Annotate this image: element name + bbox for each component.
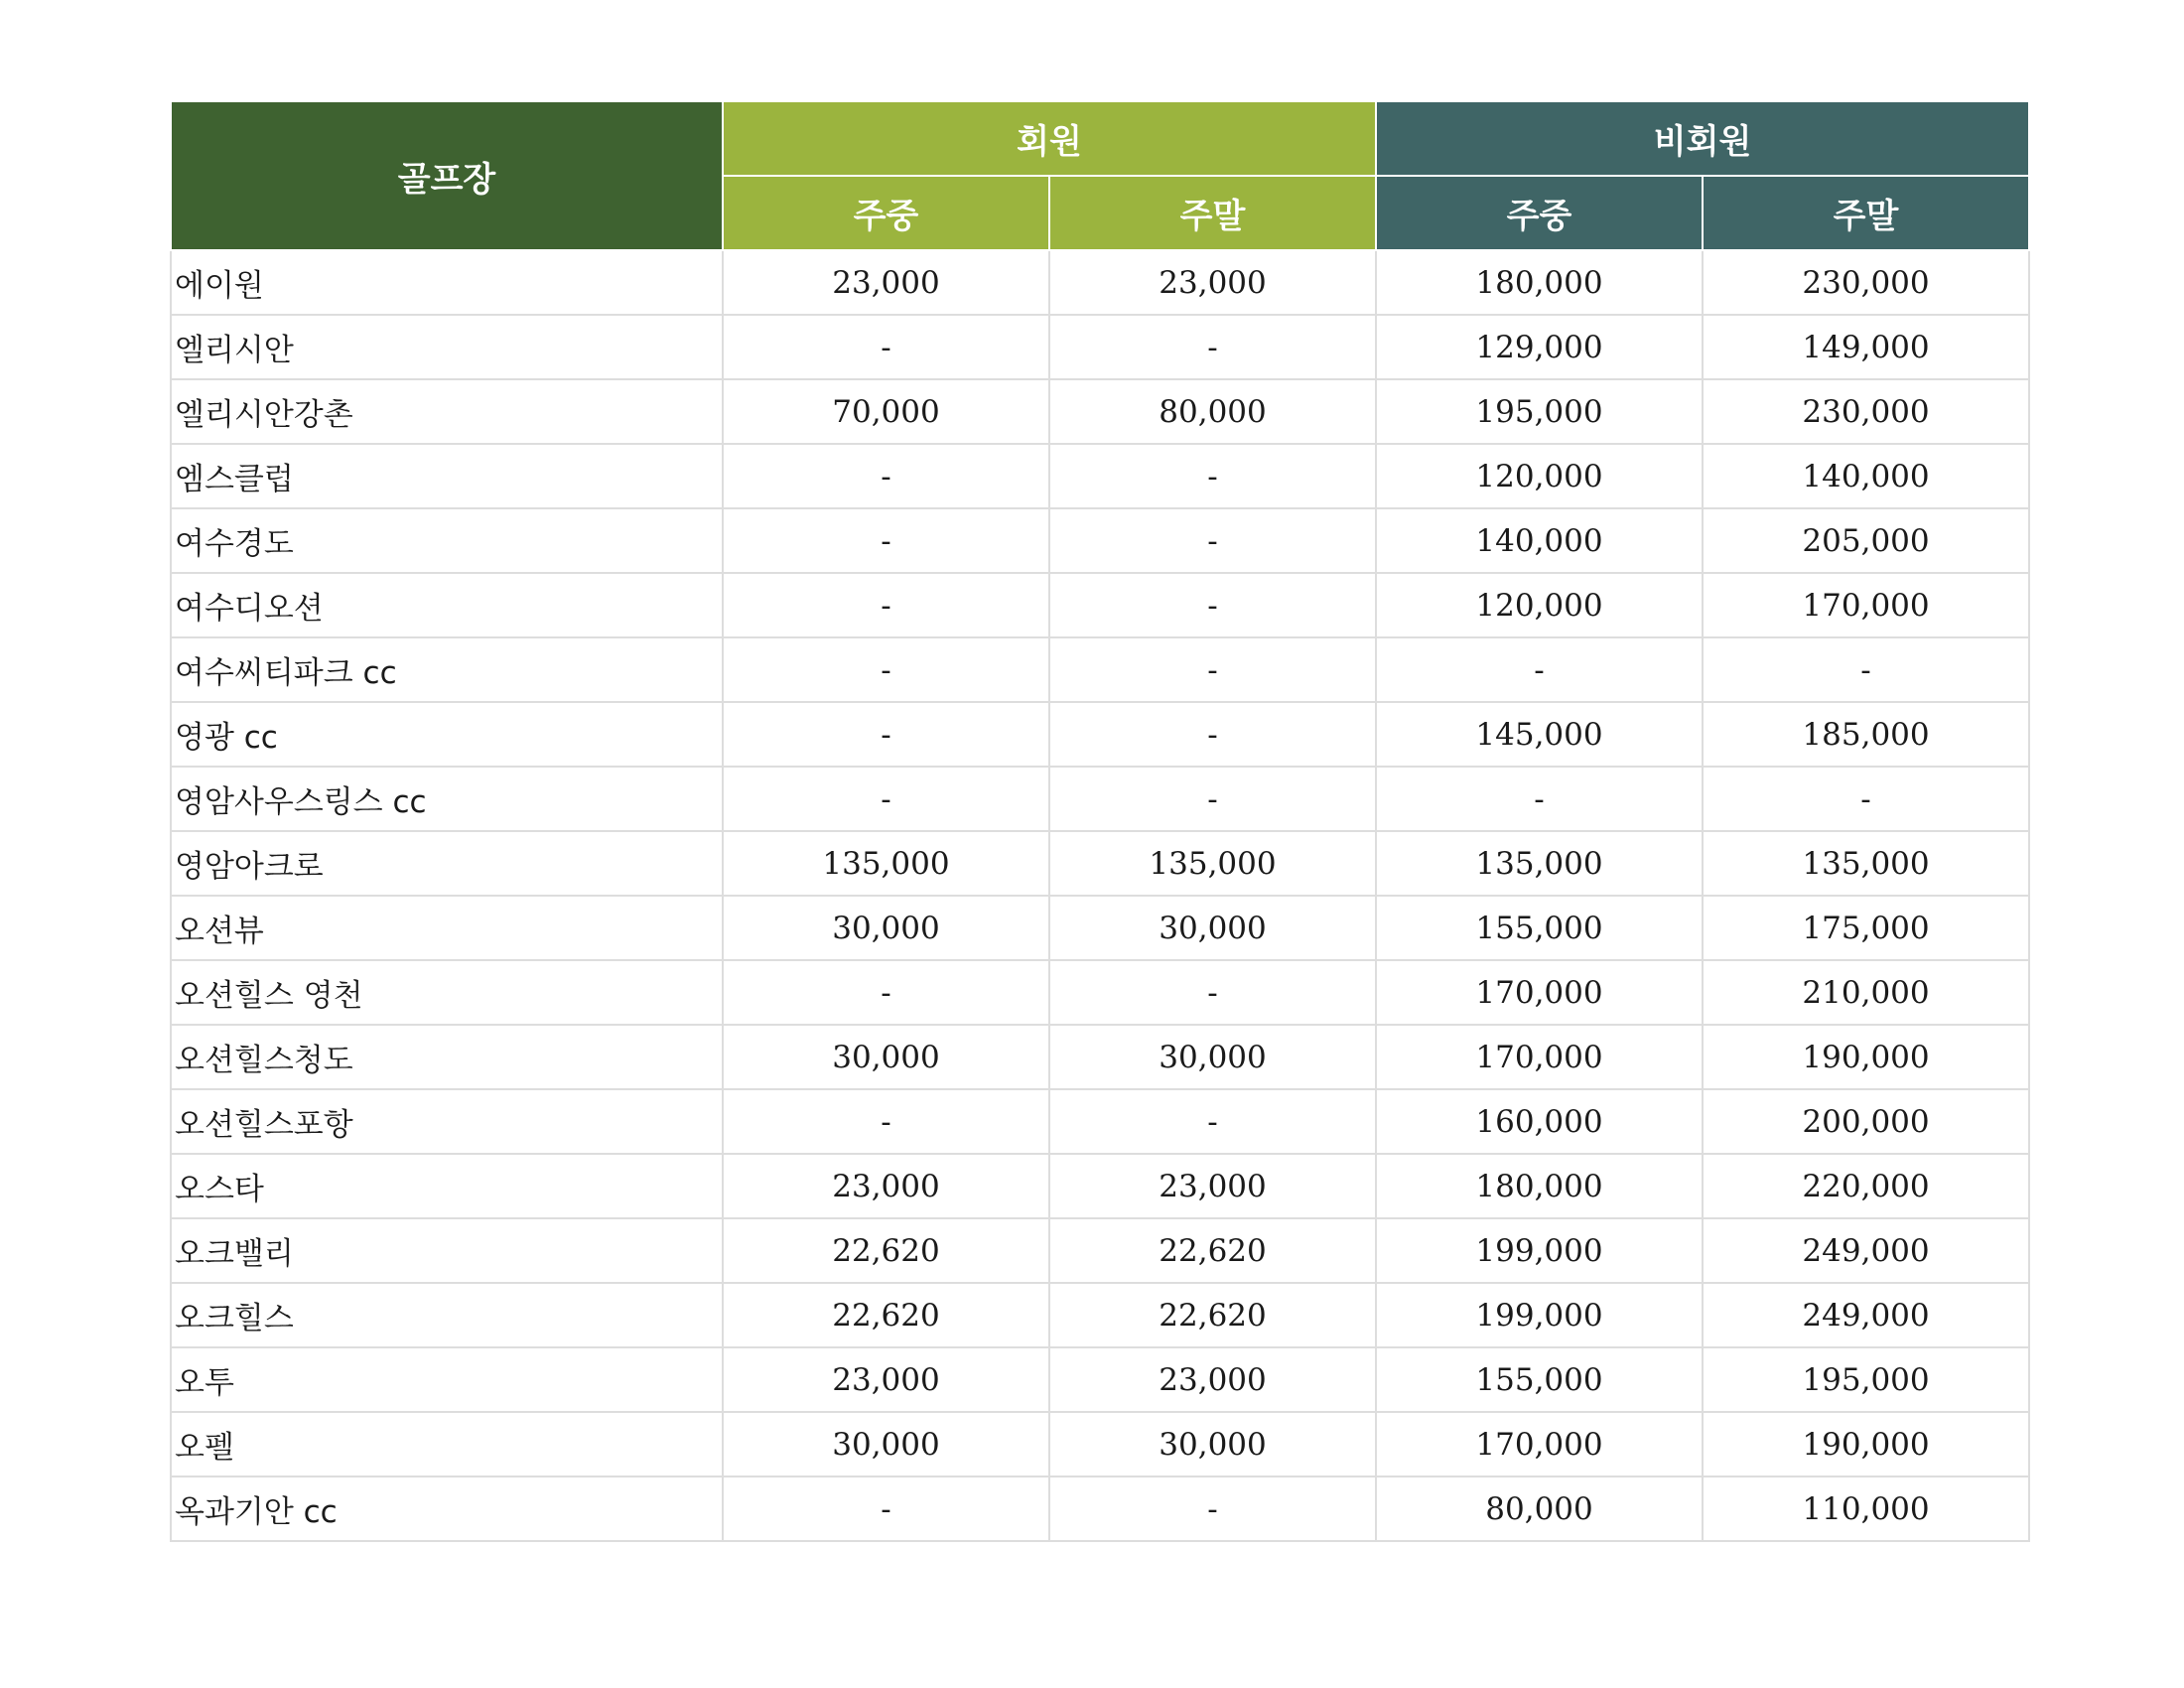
cell-nonmember-weekend: 230,000 — [1703, 379, 2029, 444]
header-nonmember-weekday: 주중 — [1376, 176, 1703, 250]
cell-nonmember-weekday: 170,000 — [1376, 1025, 1703, 1089]
table-row — [171, 1025, 2029, 1089]
cell-member-weekday: - — [723, 702, 1049, 767]
cell-course-name: 오션힐스청도 — [171, 1025, 723, 1089]
table-body — [171, 250, 2029, 1541]
cell-nonmember-weekday: 170,000 — [1376, 960, 1703, 1025]
table-row — [171, 960, 2029, 1025]
cell-member-weekday: - — [723, 1089, 1049, 1154]
cell-nonmember-weekday: 129,000 — [1376, 315, 1703, 379]
cell-nonmember-weekday: 145,000 — [1376, 702, 1703, 767]
header-member: 회원 — [723, 101, 1376, 176]
cell-nonmember-weekend: 190,000 — [1703, 1412, 2029, 1477]
cell-member-weekend: - — [1049, 1089, 1376, 1154]
cell-nonmember-weekday: 140,000 — [1376, 508, 1703, 573]
cell-course-name: 옥과기안 cc — [171, 1477, 723, 1541]
cell-nonmember-weekend: 230,000 — [1703, 250, 2029, 315]
cell-member-weekend: - — [1049, 315, 1376, 379]
table-row — [171, 702, 2029, 767]
cell-course-name: 오크힐스 — [171, 1283, 723, 1347]
cell-course-name: 에이원 — [171, 250, 723, 315]
cell-member-weekend: - — [1049, 637, 1376, 702]
cell-course-name: 영암아크로 — [171, 831, 723, 896]
header-nonmember: 비회원 — [1376, 101, 2029, 176]
cell-course-name: 엘리시안 — [171, 315, 723, 379]
cell-nonmember-weekend: 149,000 — [1703, 315, 2029, 379]
cell-course-name: 오크밸리 — [171, 1218, 723, 1283]
cell-member-weekday: - — [723, 637, 1049, 702]
cell-nonmember-weekday: 170,000 — [1376, 1412, 1703, 1477]
cell-course-name: 오스타 — [171, 1154, 723, 1218]
cell-member-weekend: 22,620 — [1049, 1218, 1376, 1283]
cell-member-weekend: 135,000 — [1049, 831, 1376, 896]
cell-nonmember-weekend: 210,000 — [1703, 960, 2029, 1025]
table-row — [171, 1347, 2029, 1412]
cell-member-weekday: 23,000 — [723, 1154, 1049, 1218]
cell-nonmember-weekday: - — [1376, 637, 1703, 702]
cell-nonmember-weekend: 200,000 — [1703, 1089, 2029, 1154]
table-row — [171, 508, 2029, 573]
table-row — [171, 1283, 2029, 1347]
cell-nonmember-weekend: 140,000 — [1703, 444, 2029, 508]
table-row — [171, 831, 2029, 896]
cell-course-name: 여수씨티파크 cc — [171, 637, 723, 702]
cell-member-weekend: 80,000 — [1049, 379, 1376, 444]
cell-member-weekend: 23,000 — [1049, 1154, 1376, 1218]
cell-nonmember-weekend: 195,000 — [1703, 1347, 2029, 1412]
cell-nonmember-weekend: 205,000 — [1703, 508, 2029, 573]
table-row — [171, 1154, 2029, 1218]
header-member-weekday: 주중 — [723, 176, 1049, 250]
cell-member-weekend: - — [1049, 1477, 1376, 1541]
green-fee-table-container — [170, 100, 2029, 1542]
cell-nonmember-weekend: - — [1703, 767, 2029, 831]
table-header — [171, 101, 2029, 250]
cell-course-name: 영광 cc — [171, 702, 723, 767]
cell-member-weekend: 30,000 — [1049, 896, 1376, 960]
table-row — [171, 1412, 2029, 1477]
table-row — [171, 637, 2029, 702]
cell-course-name: 여수디오션 — [171, 573, 723, 637]
cell-course-name: 오션뷰 — [171, 896, 723, 960]
cell-member-weekday: - — [723, 960, 1049, 1025]
table-row — [171, 250, 2029, 315]
green-fee-table — [170, 100, 2030, 1542]
cell-nonmember-weekday: 180,000 — [1376, 250, 1703, 315]
cell-member-weekday: 22,620 — [723, 1283, 1049, 1347]
cell-member-weekday: - — [723, 767, 1049, 831]
cell-nonmember-weekend: 190,000 — [1703, 1025, 2029, 1089]
cell-nonmember-weekday: 135,000 — [1376, 831, 1703, 896]
cell-member-weekday: 30,000 — [723, 1025, 1049, 1089]
cell-course-name: 오투 — [171, 1347, 723, 1412]
cell-member-weekday: 23,000 — [723, 1347, 1049, 1412]
cell-member-weekday: 30,000 — [723, 896, 1049, 960]
cell-nonmember-weekend: 249,000 — [1703, 1283, 2029, 1347]
cell-member-weekday: - — [723, 315, 1049, 379]
cell-nonmember-weekday: 199,000 — [1376, 1218, 1703, 1283]
cell-member-weekday: 30,000 — [723, 1412, 1049, 1477]
cell-member-weekend: - — [1049, 767, 1376, 831]
cell-nonmember-weekend: 170,000 — [1703, 573, 2029, 637]
table-row — [171, 896, 2029, 960]
cell-nonmember-weekday: 80,000 — [1376, 1477, 1703, 1541]
cell-member-weekday: - — [723, 444, 1049, 508]
table-row — [171, 379, 2029, 444]
table-row — [171, 767, 2029, 831]
cell-member-weekend: 23,000 — [1049, 1347, 1376, 1412]
cell-member-weekend: - — [1049, 702, 1376, 767]
table-row — [171, 315, 2029, 379]
cell-nonmember-weekday: 155,000 — [1376, 896, 1703, 960]
cell-member-weekend: 23,000 — [1049, 250, 1376, 315]
cell-member-weekend: - — [1049, 573, 1376, 637]
cell-member-weekend: 22,620 — [1049, 1283, 1376, 1347]
cell-member-weekday: 135,000 — [723, 831, 1049, 896]
cell-member-weekday: 70,000 — [723, 379, 1049, 444]
cell-course-name: 엠스클럽 — [171, 444, 723, 508]
cell-course-name: 여수경도 — [171, 508, 723, 573]
table-row — [171, 1218, 2029, 1283]
cell-course-name: 영암사우스링스 cc — [171, 767, 723, 831]
cell-nonmember-weekend: 135,000 — [1703, 831, 2029, 896]
cell-member-weekend: 30,000 — [1049, 1025, 1376, 1089]
cell-member-weekday: - — [723, 573, 1049, 637]
cell-nonmember-weekend: 185,000 — [1703, 702, 2029, 767]
cell-nonmember-weekend: 175,000 — [1703, 896, 2029, 960]
cell-member-weekend: - — [1049, 444, 1376, 508]
table-row — [171, 1477, 2029, 1541]
cell-nonmember-weekend: 110,000 — [1703, 1477, 2029, 1541]
cell-nonmember-weekend: 220,000 — [1703, 1154, 2029, 1218]
table-row — [171, 444, 2029, 508]
cell-member-weekday: - — [723, 508, 1049, 573]
cell-course-name: 오펠 — [171, 1412, 723, 1477]
cell-member-weekday: 23,000 — [723, 250, 1049, 315]
cell-course-name: 오션힐스 영천 — [171, 960, 723, 1025]
cell-member-weekend: - — [1049, 960, 1376, 1025]
cell-member-weekday: - — [723, 1477, 1049, 1541]
cell-nonmember-weekend: - — [1703, 637, 2029, 702]
cell-nonmember-weekday: 155,000 — [1376, 1347, 1703, 1412]
cell-nonmember-weekday: 120,000 — [1376, 573, 1703, 637]
cell-nonmember-weekday: 199,000 — [1376, 1283, 1703, 1347]
cell-nonmember-weekday: 180,000 — [1376, 1154, 1703, 1218]
header-course: 골프장 — [171, 101, 723, 250]
cell-course-name: 오션힐스포항 — [171, 1089, 723, 1154]
cell-nonmember-weekday: 160,000 — [1376, 1089, 1703, 1154]
cell-member-weekend: 30,000 — [1049, 1412, 1376, 1477]
cell-nonmember-weekday: - — [1376, 767, 1703, 831]
cell-course-name: 엘리시안강촌 — [171, 379, 723, 444]
cell-nonmember-weekend: 249,000 — [1703, 1218, 2029, 1283]
cell-nonmember-weekday: 195,000 — [1376, 379, 1703, 444]
header-member-weekend: 주말 — [1049, 176, 1376, 250]
table-row — [171, 573, 2029, 637]
cell-member-weekend: - — [1049, 508, 1376, 573]
cell-member-weekday: 22,620 — [723, 1218, 1049, 1283]
cell-nonmember-weekday: 120,000 — [1376, 444, 1703, 508]
table-row — [171, 1089, 2029, 1154]
header-nonmember-weekend: 주말 — [1703, 176, 2029, 250]
